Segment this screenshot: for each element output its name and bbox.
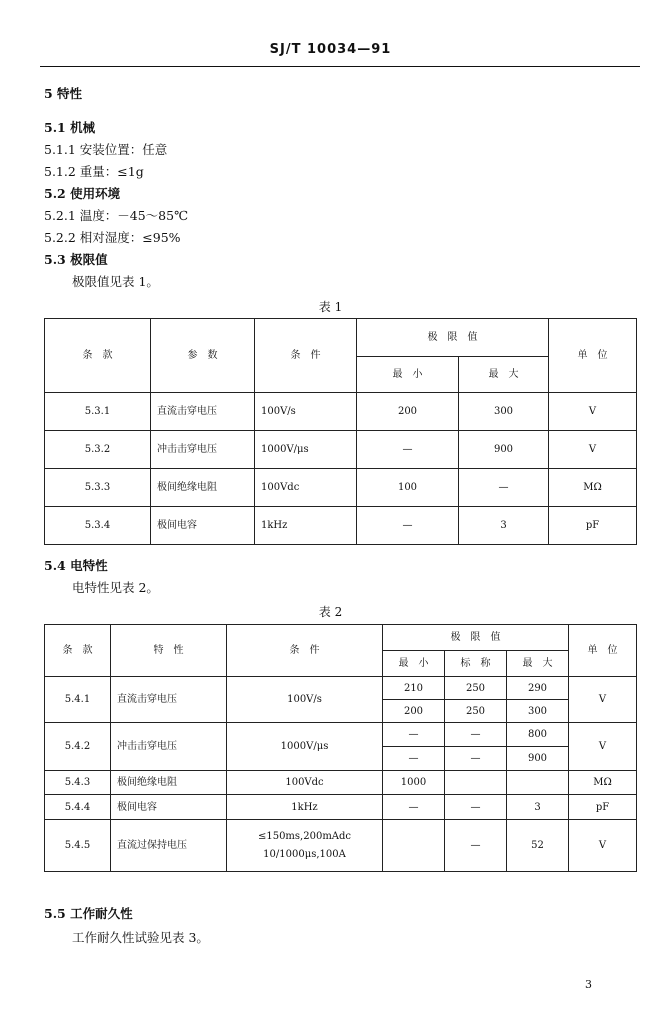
t1-r4-min: — [357, 507, 459, 545]
section-5-3-heading: 5.3 极限值 [44, 252, 108, 267]
t2-header-nom: 标 称 [445, 651, 507, 677]
t2-header-clause: 条 款 [45, 625, 111, 677]
t1-r2-cond: 1000V/μs [255, 431, 357, 469]
t1-r3-param: 极间绝缘电阻 [151, 469, 255, 507]
section-5-2-heading: 5.2 使用环境 [44, 186, 121, 201]
t2-r1-nom-a: 250 [445, 677, 507, 700]
section-5-heading: 5 特性 [44, 86, 83, 101]
t1-r4-cond: 1kHz [255, 507, 357, 545]
section-5-4-heading: 5.4 电特性 [44, 558, 108, 573]
t1-r1-max: 300 [459, 393, 549, 431]
t1-r4-unit: pF [549, 507, 637, 545]
section-5-4-text: 电特性见表 2。 [72, 580, 159, 595]
t2-header-unit: 单 位 [569, 625, 637, 677]
t2-r1-clause: 5.4.1 [45, 677, 111, 723]
table-1 [44, 318, 637, 545]
t2-r2-nom-b: — [445, 747, 507, 771]
t2-r5-unit: V [569, 820, 637, 872]
t2-r3-cond: 100Vdc [227, 771, 383, 795]
t1-r4-param: 极间电容 [151, 507, 255, 545]
t2-r4-char: 极间电容 [111, 795, 227, 820]
t1-r3-max: — [459, 469, 549, 507]
t2-header-char: 特 性 [111, 625, 227, 677]
table-row [45, 507, 637, 545]
t2-r2-min-b: — [383, 747, 445, 771]
t2-r5-max: 52 [507, 820, 569, 872]
table-row [45, 431, 637, 469]
t2-r3-unit: MΩ [569, 771, 637, 795]
t2-r2-min-a: — [383, 723, 445, 747]
t1-header-clause: 条 款 [45, 319, 151, 393]
t2-r2-max-a: 800 [507, 723, 569, 747]
t1-header-limits: 极 限 值 [357, 319, 549, 357]
t2-r4-min: — [383, 795, 445, 820]
t2-r1-max-a: 290 [507, 677, 569, 700]
t1-r3-unit: MΩ [549, 469, 637, 507]
t2-r5-min [383, 820, 445, 872]
t2-r1-min-b: 200 [383, 700, 445, 723]
t2-r5-nom: — [445, 820, 507, 872]
t2-r1-char: 直流击穿电压 [111, 677, 227, 723]
t2-r1-min-a: 210 [383, 677, 445, 700]
t1-r1-cond: 100V/s [255, 393, 357, 431]
table-2 [44, 624, 637, 872]
t1-r3-clause: 5.3.3 [45, 469, 151, 507]
t2-r4-max: 3 [507, 795, 569, 820]
table-row [45, 723, 637, 747]
table-1-caption: 表 1 [318, 300, 343, 314]
t2-r1-nom-b: 250 [445, 700, 507, 723]
t2-r5-cond-a: ≤150ms,200mAdc [257, 830, 352, 842]
t2-r1-cond: 100V/s [227, 677, 383, 723]
t2-r5-cond-b: 10/1000μs,100A [263, 848, 346, 860]
t2-r3-char: 极间绝缘电阻 [111, 771, 227, 795]
t2-header-cond: 条 件 [227, 625, 383, 677]
table-row [45, 795, 637, 820]
page-number: 3 [585, 978, 592, 991]
t2-r2-char: 冲击击穿电压 [111, 723, 227, 771]
t2-r4-unit: pF [569, 795, 637, 820]
section-5-1-2: 5.1.2 重量：≤1g [44, 164, 144, 179]
t2-header-limits: 极 限 值 [383, 625, 569, 651]
t1-r4-max: 3 [459, 507, 549, 545]
header-rule [40, 66, 640, 67]
table-row [45, 820, 637, 872]
t1-r2-unit: V [549, 431, 637, 469]
t1-r3-min: 100 [357, 469, 459, 507]
table-2-caption: 表 2 [318, 605, 343, 619]
t1-r1-unit: V [549, 393, 637, 431]
section-5-2-1: 5.2.1 温度：－45～85℃ [44, 208, 189, 223]
table-row [45, 469, 637, 507]
t1-r1-min: 200 [357, 393, 459, 431]
t2-r5-clause: 5.4.5 [45, 820, 111, 872]
t2-r5-char: 直流过保持电压 [111, 820, 227, 872]
table-row [45, 677, 637, 700]
t2-r2-max-b: 900 [507, 747, 569, 771]
t1-r4-clause: 5.3.4 [45, 507, 151, 545]
t2-r4-cond: 1kHz [227, 795, 383, 820]
t1-header-unit: 单 位 [549, 319, 637, 393]
t2-header-min: 最 小 [383, 651, 445, 677]
t2-r3-nom [445, 771, 507, 795]
t2-r4-nom: — [445, 795, 507, 820]
t2-r1-max-b: 300 [507, 700, 569, 723]
t1-r2-clause: 5.3.2 [45, 431, 151, 469]
t2-r3-min: 1000 [383, 771, 445, 795]
t1-r3-cond: 100Vdc [255, 469, 357, 507]
t2-r1-unit: V [569, 677, 637, 723]
t1-r2-param: 冲击击穿电压 [151, 431, 255, 469]
t2-r2-clause: 5.4.2 [45, 723, 111, 771]
t2-r2-unit: V [569, 723, 637, 771]
table-row [45, 393, 637, 431]
t2-r3-max [507, 771, 569, 795]
t1-r2-min: — [357, 431, 459, 469]
t2-r2-cond: 1000V/μs [227, 723, 383, 771]
t1-header-min: 最 小 [357, 357, 459, 393]
t1-r1-clause: 5.3.1 [45, 393, 151, 431]
t2-r3-clause: 5.4.3 [45, 771, 111, 795]
t2-r5-cond-cell [227, 820, 383, 872]
section-5-3-text: 极限值见表 1。 [72, 274, 159, 289]
t1-header-max: 最 大 [459, 357, 549, 393]
section-5-5-text: 工作耐久性试验见表 3。 [72, 930, 209, 945]
section-5-5-heading: 5.5 工作耐久性 [44, 906, 133, 921]
t1-header-param: 参 数 [151, 319, 255, 393]
t2-r2-nom-a: — [445, 723, 507, 747]
t1-r2-max: 900 [459, 431, 549, 469]
t1-header-cond: 条 件 [255, 319, 357, 393]
section-5-1-heading: 5.1 机械 [44, 120, 96, 135]
section-5-2-2: 5.2.2 相对湿度：≤95% [44, 230, 181, 245]
page-header: SJ/T 10034—91 [269, 42, 392, 57]
t1-r1-param: 直流击穿电压 [151, 393, 255, 431]
t2-header-max: 最 大 [507, 651, 569, 677]
t2-r4-clause: 5.4.4 [45, 795, 111, 820]
table-row [45, 771, 637, 795]
section-5-1-1: 5.1.1 安装位置：任意 [44, 142, 168, 157]
